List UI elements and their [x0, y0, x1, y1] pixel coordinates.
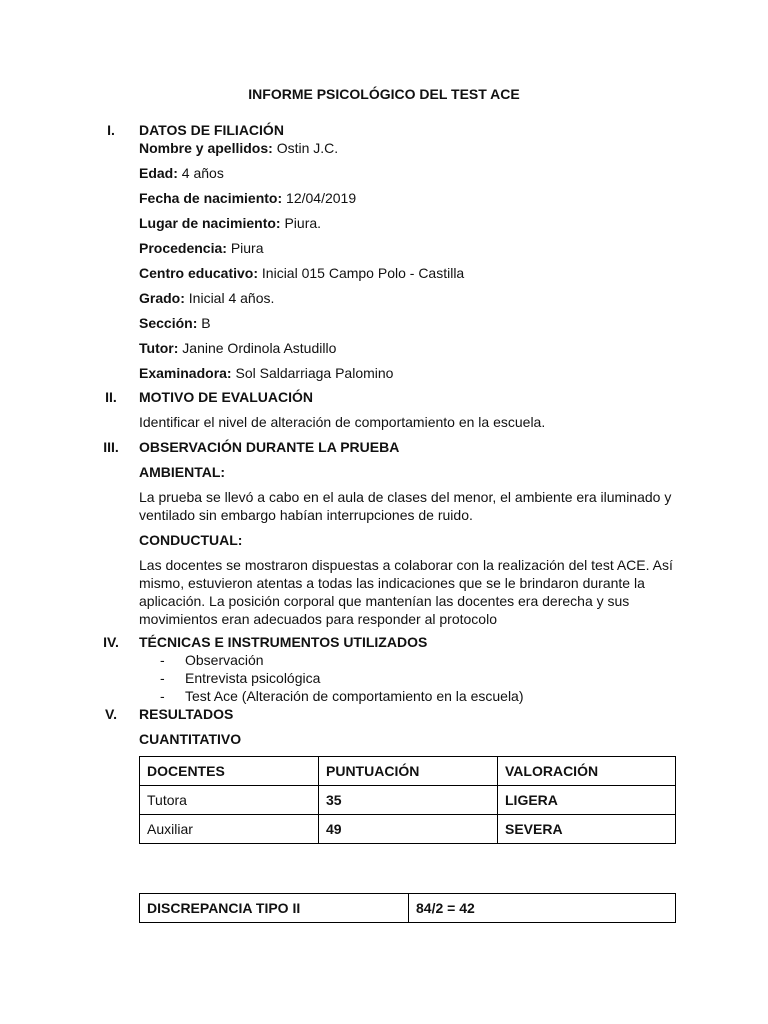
- conductual-heading: CONDUCTUAL:: [139, 532, 243, 548]
- table-cell: 35: [319, 786, 498, 815]
- results-table: [139, 756, 676, 844]
- field-section: [139, 315, 211, 331]
- table-row: [140, 815, 676, 844]
- field-value: Inicial 015 Campo Polo - Castilla: [258, 265, 465, 281]
- field-value: 4 años: [177, 165, 224, 181]
- field-label: Grado:: [139, 290, 185, 306]
- conductual-text: Las docentes se mostraron dispuestas a colaborar con la realización del test ACE. Así mismo, estuvieron atentas a todas las indicaciones que se le brindaron durante la aplicación. La posición corporal que mantenían las docentes era derecha y sus movimientos eran adecuados para responder al protocolo: [139, 557, 673, 627]
- section-1-number: I.: [107, 122, 115, 138]
- field-label: Lugar de nacimiento:: [139, 215, 281, 231]
- field-tutor: [139, 340, 336, 356]
- table-header-cell: DOCENTES: [140, 757, 319, 786]
- field-age: [139, 165, 224, 181]
- table-header-row: [140, 757, 676, 786]
- field-birthplace: [139, 215, 321, 231]
- section-4-heading: TÉCNICAS E INSTRUMENTOS UTILIZADOS: [139, 634, 428, 650]
- list-item-text: Observación: [185, 652, 264, 668]
- field-value: 12/04/2019: [282, 190, 357, 206]
- section-2-number: II.: [105, 389, 117, 405]
- table-row: [140, 894, 676, 923]
- list-item: [160, 670, 320, 686]
- section-1-heading: DATOS DE FILIACIÓN: [139, 122, 284, 138]
- discrepancy-table: [139, 893, 676, 923]
- section-4-number: IV.: [103, 634, 119, 650]
- list-item: [160, 688, 524, 704]
- table-cell: Auxiliar: [140, 815, 319, 844]
- ambiental-text: La prueba se llevó a cabo en el aula de clases del menor, el ambiente era iluminado y ventilado sin embargo habían interrupciones de ruido.: [139, 489, 672, 523]
- list-item-text: Entrevista psicológica: [185, 670, 321, 686]
- field-label: Sección:: [139, 315, 198, 331]
- section-3-number: III.: [103, 439, 119, 455]
- field-label: Examinadora:: [139, 365, 232, 381]
- field-label: Edad:: [139, 165, 178, 181]
- field-birthdate: [139, 190, 356, 206]
- field-value: Inicial 4 años.: [184, 290, 275, 306]
- field-label: Tutor:: [139, 340, 179, 356]
- field-value: B: [197, 315, 211, 331]
- section-3-heading: OBSERVACIÓN DURANTE LA PRUEBA: [139, 439, 400, 455]
- field-label: Procedencia:: [139, 240, 227, 256]
- field-value: Piura.: [280, 215, 322, 231]
- field-origin: [139, 240, 264, 256]
- field-grade: [139, 290, 274, 306]
- bullet-marker: -: [160, 652, 165, 668]
- report-title: INFORME PSICOLÓGICO DEL TEST ACE: [248, 86, 520, 102]
- section-5-number: V.: [105, 706, 117, 722]
- table-cell: 49: [319, 815, 498, 844]
- bullet-marker: -: [160, 688, 165, 704]
- section-2-text: Identificar el nivel de alteración de comportamiento en la escuela.: [139, 414, 546, 430]
- field-school: [139, 265, 464, 281]
- table-header-cell: VALORACIÓN: [498, 757, 676, 786]
- field-value: Ostin J.C.: [272, 140, 339, 156]
- ambiental-heading: AMBIENTAL:: [139, 464, 226, 480]
- table-cell: SEVERA: [498, 815, 676, 844]
- field-label: Nombre y apellidos:: [139, 140, 273, 156]
- table-cell: Tutora: [140, 786, 319, 815]
- field-value: Piura: [226, 240, 264, 256]
- table-header-cell: PUNTUACIÓN: [319, 757, 498, 786]
- section-2-heading: MOTIVO DE EVALUACIÓN: [139, 389, 313, 405]
- field-label: Fecha de nacimiento:: [139, 190, 283, 206]
- table-cell: LIGERA: [498, 786, 676, 815]
- field-label: Centro educativo:: [139, 265, 259, 281]
- list-item: [160, 652, 264, 668]
- section-5-heading: RESULTADOS: [139, 706, 234, 722]
- bullet-marker: -: [160, 670, 165, 686]
- list-item-text: Test Ace (Alteración de comportamiento en la escuela): [185, 688, 524, 704]
- quantitative-heading: CUANTITATIVO: [139, 731, 242, 747]
- discrepancy-label: DISCREPANCIA TIPO II: [140, 894, 409, 923]
- table-row: [140, 786, 676, 815]
- field-examiner: [139, 365, 393, 381]
- field-value: Sol Saldarriaga Palomino: [231, 365, 394, 381]
- field-value: Janine Ordinola Astudillo: [178, 340, 337, 356]
- field-name: [139, 140, 338, 156]
- discrepancy-value: 84/2 = 42: [409, 894, 676, 923]
